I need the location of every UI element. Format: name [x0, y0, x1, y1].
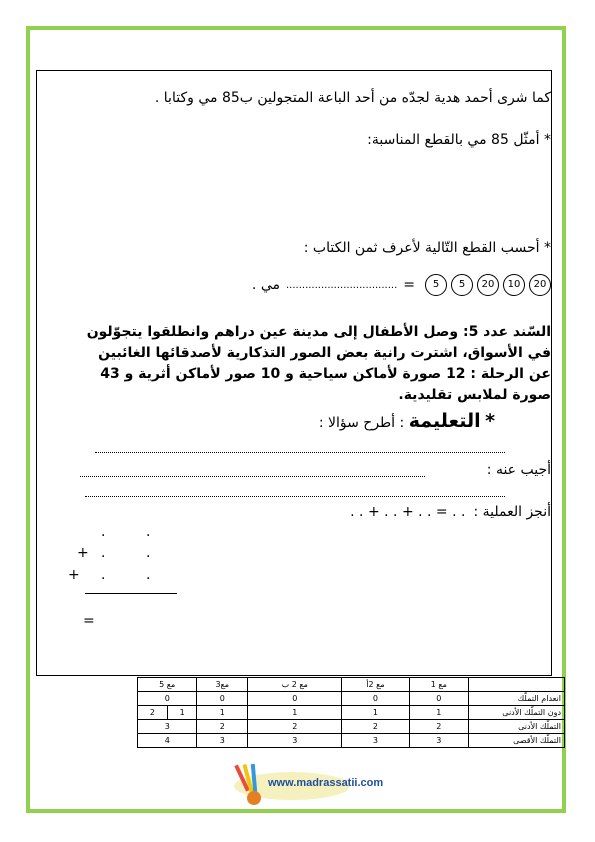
logo-text: www.madrassatii.com — [268, 777, 384, 789]
coin-list — [421, 274, 551, 296]
task-represent: * أمثّل 85 مي بالقطع المناسبة: — [367, 132, 551, 148]
grid-row — [138, 720, 565, 734]
grid-cell: 3 — [342, 734, 409, 748]
grid-cell: 3 — [197, 734, 248, 748]
grid-row-label: التملّك الأقصى — [469, 734, 565, 748]
coin-20: 20 — [529, 274, 551, 296]
document-5-text: وصل الأطفال إلى مدينة عين دراهم وانطلقوا يتجوّلون في الأسواق، اشترت رانية بعض الصور التذكارية لأصدقائها الغائبين عن الرحلة : 12 صورة لأماكن سياحية و 10 صور لأماكن أثرية و 43 صورة لملابس تقليدية. — [86, 324, 551, 403]
grid-cell: 0 — [409, 692, 468, 706]
answer-blank-1[interactable] — [80, 464, 425, 477]
plus-sign: + — [77, 545, 89, 561]
ball-icon — [247, 791, 261, 805]
grid-cell: 4 — [138, 734, 197, 748]
grid-cell: 2 — [342, 720, 409, 734]
grid-cell: 2 — [248, 720, 342, 734]
grid-row — [138, 706, 565, 720]
equals-sign: = — [403, 277, 415, 293]
instruction-title: التعليمة — [408, 410, 481, 432]
grid-cell: 1 — [409, 706, 468, 720]
grid-cell: 2 — [197, 720, 248, 734]
grid-row — [138, 734, 565, 748]
grid-row-label: التملّك الأدنى — [469, 720, 565, 734]
grid-cell: 1 — [197, 706, 248, 720]
intro-line: كما شرى أحمد هدية لجدّه من أحد الباعة المتجولين ب85 مي وكتابا . — [154, 90, 551, 106]
document-5 — [77, 322, 551, 406]
grid-cell: 0 — [138, 692, 197, 706]
grid-cell: 3 — [138, 720, 197, 734]
task-compute: * أحسب القطع التّالية لأعرف ثمن الكتاب : — [303, 240, 551, 256]
grid-header-cell: مع 2 ب — [248, 678, 342, 692]
grid-header-cell: مع 1 — [409, 678, 468, 692]
grid-header-row — [138, 678, 565, 692]
coin-5: 5 — [451, 274, 473, 296]
document-5-heading: السّند عدد 5: — [462, 324, 551, 340]
grid-cell: 1 — [342, 706, 409, 720]
grid-cell: 2 — [409, 720, 468, 734]
answer-blank-2[interactable] — [85, 484, 505, 497]
coins-unit: مي . — [251, 277, 280, 293]
grid-header-cell: مع 5 — [138, 678, 197, 692]
sum-line — [85, 593, 177, 594]
grid-cell: 3 — [248, 734, 342, 748]
question-blank[interactable] — [95, 440, 505, 453]
grid-cell: 0 — [248, 692, 342, 706]
coin-10: 10 — [503, 274, 525, 296]
grid-header-cell — [469, 678, 565, 692]
grid-cell: 1 — [167, 706, 197, 720]
plus-sign: + — [68, 567, 80, 583]
grid-row-label: انعدام التملّك — [469, 692, 565, 706]
grid-cell: 3 — [409, 734, 468, 748]
grid-row-label: دون التملّك الأدنى — [469, 706, 565, 720]
coins-row — [252, 274, 551, 296]
answer-label: أجيب عنه : — [486, 462, 551, 478]
grid-cell: 1 — [248, 706, 342, 720]
equals-sign: = — [83, 613, 95, 629]
grid-cell: 2 — [138, 706, 168, 720]
operation-line — [350, 504, 551, 520]
coins-answer-blank[interactable]: ................................... — [286, 279, 398, 291]
assessment-grid — [137, 677, 565, 748]
grid-header-cell: مع3 — [197, 678, 248, 692]
operation-label: أنجز العملية : — [473, 504, 551, 520]
instruction-star: * — [485, 410, 495, 432]
coin-20: 20 — [477, 274, 499, 296]
grid-header-cell: مع 2أ — [342, 678, 409, 692]
instruction-text: : أطرح سؤالا : — [318, 415, 409, 431]
grid-cell: 0 — [342, 692, 409, 706]
coin-5: 5 — [425, 274, 447, 296]
grid-row — [138, 692, 565, 706]
grid-cell: 0 — [197, 692, 248, 706]
operation-expression: . . + . . + . . = . . — [350, 504, 466, 520]
instruction-line — [319, 410, 495, 432]
